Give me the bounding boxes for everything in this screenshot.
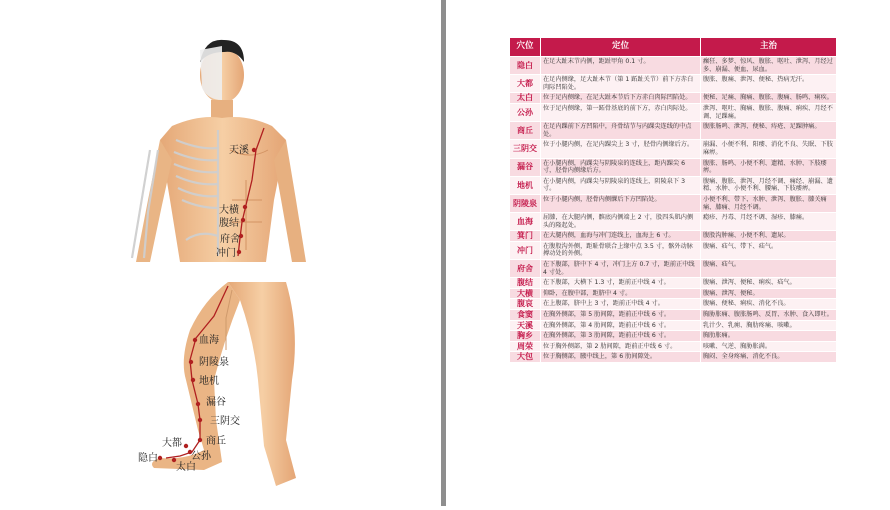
anatomy-figure bbox=[0, 0, 440, 506]
table-row bbox=[510, 341, 837, 352]
location-text: 在胸外侧部，第 3 肋间隙，距前正中线 6 寸。 bbox=[541, 331, 701, 342]
location-text: 在足内踝前下方凹陷中，舟骨结节与内踝尖连线的中点处。 bbox=[541, 122, 701, 140]
location-text: 在小腿内侧，内踝尖与阴陵泉的连线上，距内踝尖 6 寸，胫骨内侧缘后方。 bbox=[541, 158, 701, 176]
acupoint-label-shangqiu: 商丘 bbox=[206, 436, 226, 447]
indication-text: 腹痛、泄泻、便秘、痢疾、疝气。 bbox=[701, 278, 837, 289]
acupoint-label-dadu: 大都 bbox=[162, 438, 182, 449]
indication-text: 腹胀、腹痛、泄泻、便秘、热病无汗。 bbox=[701, 75, 837, 93]
acupoint-label-lougu: 漏谷 bbox=[206, 397, 226, 408]
acupoint-name: 府舍 bbox=[510, 260, 541, 278]
acupoint-name: 太白 bbox=[510, 93, 541, 104]
acupoint-name: 血海 bbox=[510, 213, 541, 231]
indication-text: 腹痛、疝气。 bbox=[701, 260, 837, 278]
location-text: 在胸外侧部，第 4 肋间隙，距前正中线 6 寸。 bbox=[541, 320, 701, 331]
header-indication: 主治 bbox=[701, 38, 837, 57]
table-row bbox=[510, 75, 837, 93]
indication-text: 瘾疹、丹毒、月经不调、湿疹、膝痛。 bbox=[701, 213, 837, 231]
location-text: 在大腿内侧，血海与冲门连线上，血海上 6 寸。 bbox=[541, 231, 701, 242]
right-page bbox=[446, 0, 890, 506]
location-text: 在小腿内侧，内踝尖与阴陵泉的连线上，阴陵泉下 3 寸。 bbox=[541, 176, 701, 194]
acupoint-label-yinlingquan: 阴陵泉 bbox=[199, 357, 229, 368]
acupoint-label-diji: 地机 bbox=[199, 376, 219, 387]
table-row bbox=[510, 140, 837, 158]
location-text: 在胸外侧部，第 5 肋间隙，距前正中线 6 寸。 bbox=[541, 310, 701, 321]
location-text: 仰卧，在腹中部，距脐中 4 寸。 bbox=[541, 288, 701, 299]
table-row bbox=[510, 352, 837, 363]
acupoint-label-yinbai: 隐白 bbox=[138, 453, 158, 464]
table-row bbox=[510, 194, 837, 212]
acupoint-name: 商丘 bbox=[510, 122, 541, 140]
acupoint-name: 三阴交 bbox=[510, 140, 541, 158]
location-text: 位于胸侧部，腋中线上，第 6 肋间隙处。 bbox=[541, 352, 701, 363]
table-row bbox=[510, 331, 837, 342]
header-point: 穴位 bbox=[510, 38, 541, 57]
table-row bbox=[510, 213, 837, 231]
acupoint-name: 周荣 bbox=[510, 341, 541, 352]
indication-text: 乳汁少、乳痈、胸肋疼痛、咳嗽。 bbox=[701, 320, 837, 331]
location-text: 在上腹部，脐中上 3 寸，距前正中线 4 寸。 bbox=[541, 299, 701, 310]
table-row bbox=[510, 231, 837, 242]
acupoint-label-daheng: 大横 bbox=[219, 205, 239, 216]
table-row bbox=[510, 158, 837, 176]
acupoint-name: 公孙 bbox=[510, 103, 541, 121]
indication-text: 腹胀肠鸣、泄泻、便秘、痔疮、足踝肿痛。 bbox=[701, 122, 837, 140]
table-row bbox=[510, 278, 837, 289]
table-row bbox=[510, 122, 837, 140]
acupoint-name: 大横 bbox=[510, 288, 541, 299]
indication-text: 腹胀、肠鸣、小便不利、遗精、水肿、下肢痿痹。 bbox=[701, 158, 837, 176]
indication-text: 腹痛、腹胀、泄泻、月经不调、痛经、崩漏、遗精、水肿、小便不利、腰痛、下肢痿痹。 bbox=[701, 176, 837, 194]
upper-body-illustration bbox=[132, 40, 306, 262]
acupoint-label-sanyinjiao: 三阴交 bbox=[210, 416, 240, 427]
indication-text: 胸胁胀痛、腹胀肠鸣、反胃、水肿、食入即吐。 bbox=[701, 310, 837, 321]
acupoint-name: 箕门 bbox=[510, 231, 541, 242]
indication-text: 胸肋胀痛。 bbox=[701, 331, 837, 342]
acupoint-name: 食窦 bbox=[510, 310, 541, 321]
location-text: 位于足内侧缘，第一跖骨基底的前下方，赤白肉际处。 bbox=[541, 103, 701, 121]
indication-text: 腹股沟肿痛、小便不利、遗尿。 bbox=[701, 231, 837, 242]
table-body bbox=[510, 57, 837, 363]
table-row bbox=[510, 57, 837, 75]
acupoint-name: 地机 bbox=[510, 176, 541, 194]
acupoint-label-gongsun: 公孙 bbox=[191, 451, 211, 462]
acupoint-label-xuehai: 血海 bbox=[199, 335, 219, 346]
acupoint-name: 大包 bbox=[510, 352, 541, 363]
acupoint-label-fujie: 腹结 bbox=[219, 218, 239, 229]
indication-text: 便秘、足痛、胸痛、腹胀、腹痛、肠鸣、痢疾。 bbox=[701, 93, 837, 104]
acupoint-name: 胸乡 bbox=[510, 331, 541, 342]
acupoint-label-fushe: 府舍 bbox=[220, 234, 240, 245]
location-text: 位于小腿内侧，胫骨内侧髁后下方凹陷处。 bbox=[541, 194, 701, 212]
header-location: 定位 bbox=[541, 38, 701, 57]
table-row bbox=[510, 93, 837, 104]
indication-text: 胸闷、全身疼痛、消化不良。 bbox=[701, 352, 837, 363]
table-row bbox=[510, 103, 837, 121]
acupoint-label-chongmen: 冲门 bbox=[216, 248, 236, 259]
acupoint-name: 隐白 bbox=[510, 57, 541, 75]
indication-text: 腹痛、便秘、痢疾、消化不良。 bbox=[701, 299, 837, 310]
left-page bbox=[0, 0, 440, 506]
lower-body-illustration bbox=[138, 282, 296, 486]
indication-text: 小便不利、带下、水肿、泄泻、腹胀、膝关痛痛、膝痛、月经不调。 bbox=[701, 194, 837, 212]
table-row bbox=[510, 299, 837, 310]
indication-text: 癫狂、多梦、惊风、腹胀、呕吐、泄泻、月经过多、崩漏、便血、尿血。 bbox=[701, 57, 837, 75]
location-text: 位于小腿内侧，在足内踝尖上 3 寸，胫骨内侧缘后方。 bbox=[541, 140, 701, 158]
table-row bbox=[510, 288, 837, 299]
acupoint-name: 冲门 bbox=[510, 241, 541, 259]
acupoint-name: 大都 bbox=[510, 75, 541, 93]
acupoint-name: 天溪 bbox=[510, 320, 541, 331]
indication-text: 咳嗽、气逆、胸胁胀满。 bbox=[701, 341, 837, 352]
table-row bbox=[510, 176, 837, 194]
acupoint-name: 阴陵泉 bbox=[510, 194, 541, 212]
table-header-row bbox=[510, 38, 837, 57]
acupoint-name: 腹结 bbox=[510, 278, 541, 289]
acupoint-table bbox=[509, 37, 837, 363]
table-row bbox=[510, 241, 837, 259]
acupoint-name: 漏谷 bbox=[510, 158, 541, 176]
indication-text: 崩漏、小便不利、阳痿、消化不良、失眠、下肢麻痹。 bbox=[701, 140, 837, 158]
table-row bbox=[510, 260, 837, 278]
location-text: 在下腹部，大横下 1.3 寸，距前正中线 4 寸。 bbox=[541, 278, 701, 289]
location-text: 位于足内侧缘，在足大趾本节后下方赤白肉际凹陷处。 bbox=[541, 93, 701, 104]
table-row bbox=[510, 320, 837, 331]
acupoint-label-tianxi: 天溪 bbox=[229, 145, 249, 156]
acupoint-label-taibai: 太白 bbox=[176, 462, 196, 473]
acupoint-name: 腹哀 bbox=[510, 299, 541, 310]
location-text: 屈膝，在大腿内侧，髌底内侧端上 2 寸，股四头肌内侧头的隆起处。 bbox=[541, 213, 701, 231]
indication-text: 腹痛、疝气、带下、疝气。 bbox=[701, 241, 837, 259]
table-row bbox=[510, 310, 837, 321]
location-text: 在腹股沟外侧，距耻骨联合上缘中点 3.5 寸，髂外动脉搏动处的外侧。 bbox=[541, 241, 701, 259]
location-text: 在下腹部，脐中下 4 寸，冲门上方 0.7 寸，距前正中线 4 寸处。 bbox=[541, 260, 701, 278]
indication-text: 泄泻、呕吐、胸痛、腹胀、腹痛、痢疾、月经不调、足踝痛。 bbox=[701, 103, 837, 121]
indication-text: 腹痛、泄泻、便秘。 bbox=[701, 288, 837, 299]
location-text: 在足大趾末节内侧，距趾甲角 0.1 寸。 bbox=[541, 57, 701, 75]
location-text: 位于胸外侧部，第 2 肋间隙，距前正中线 6 寸。 bbox=[541, 341, 701, 352]
location-text: 在足内侧缘，足大趾本节（第 1 跖趾关节）前下方赤白肉际凹陷处。 bbox=[541, 75, 701, 93]
